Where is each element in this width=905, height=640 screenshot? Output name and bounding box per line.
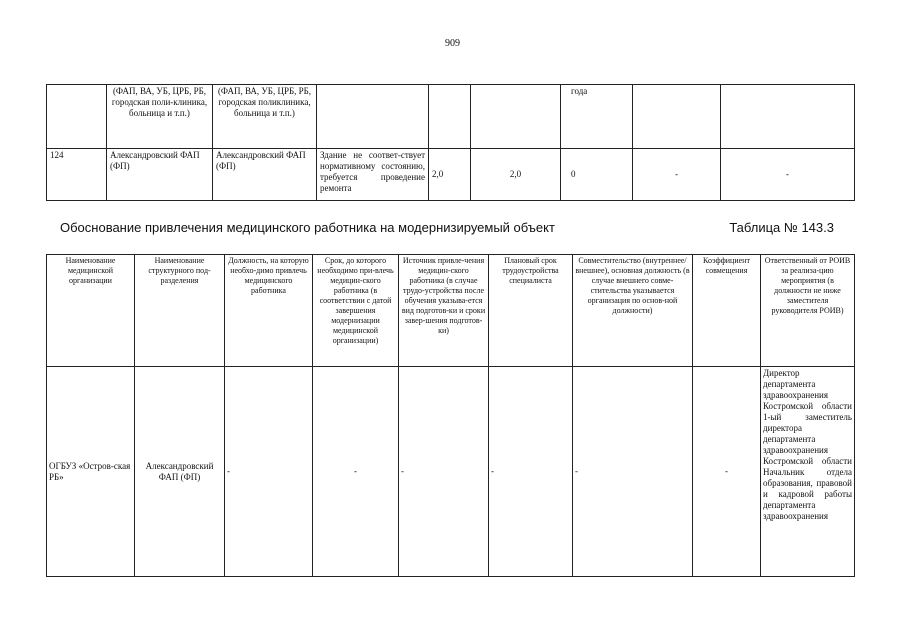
- table-row: [47, 85, 855, 149]
- header-row: [47, 255, 855, 367]
- table-cell: [721, 85, 855, 149]
- table-cell: года: [561, 85, 633, 149]
- column-header: Должность, на которую необхо-димо привлечь медицинского работника: [225, 255, 313, 367]
- table-cell: 2,0: [429, 149, 471, 201]
- section-title: Обоснование привлечения медицинского работника на модернизируемый объект: [60, 220, 555, 235]
- table-cell: [429, 85, 471, 149]
- column-header: Ответственный от РОИВ за реализа-цию мероприятия (в должности не ниже заместителя руководителя РОИВ): [761, 255, 855, 367]
- table-cell: -: [399, 367, 489, 577]
- table-row: [47, 367, 855, 577]
- column-header: Плановый срок трудоустройства специалиста: [489, 255, 573, 367]
- table-cell: -: [693, 367, 761, 577]
- table-cell: 2,0: [471, 149, 561, 201]
- table-number: Таблица № 143.3: [729, 220, 834, 235]
- table-cell: Здание не соответ-ствует нормативному состоянию, требуется проведение ремонта: [317, 149, 429, 201]
- table-cell: ОГБУЗ «Остров-ская РБ»: [47, 367, 135, 577]
- column-header: Наименование структурного под-разделения: [135, 255, 225, 367]
- table-cell: [471, 85, 561, 149]
- row-number: 124: [47, 149, 107, 201]
- column-header: Срок, до которого необходимо при-влечь медицин-ского работника (в соответствии с датой завершения модернизации медицинской организации): [313, 255, 399, 367]
- table-cell: (ФАП, ВА, УБ, ЦРБ, РБ, городская поли-клиника, больница и т.п.): [107, 85, 213, 149]
- table-cell: [317, 85, 429, 149]
- staffing-table: [46, 254, 855, 577]
- table-cell: Александровский ФАП (ФП): [107, 149, 213, 201]
- table-cell: [47, 85, 107, 149]
- continued-table: [46, 84, 855, 201]
- column-header: Источник привле-чения медицин-ского работника (в случае трудо-устройства после обучения указыва-ется вид подготов-ки и сроки завер-шения подготов-ки): [399, 255, 489, 367]
- table-cell: Александровский ФАП (ФП): [135, 367, 225, 577]
- table-cell: [633, 85, 721, 149]
- column-header: Наименование медицинской организации: [47, 255, 135, 367]
- table-cell: -: [225, 367, 313, 577]
- page-number: 909: [445, 38, 460, 49]
- table-row: [47, 149, 855, 201]
- table-cell: (ФАП, ВА, УБ, ЦРБ, РБ, городская поликлиника, больница и т.п.): [213, 85, 317, 149]
- column-header: Коэффициент совмещения: [693, 255, 761, 367]
- table-cell: Директор департамента здравоохранения Костромской области 1-ый заместитель директора департамента здравоохранения Костромской области Начальник отдела образования, правовой и кадровой работы департамента здравоохранения: [761, 367, 855, 577]
- table-cell: 0: [561, 149, 633, 201]
- table-cell: -: [489, 367, 573, 577]
- section-heading: [60, 220, 834, 236]
- table-cell: -: [573, 367, 693, 577]
- column-header: Совместительство (внутреннее/внешнее), основная должность (в случае внешнего совме-стительства указывается организация по основ-ной должности): [573, 255, 693, 367]
- table-cell: -: [633, 149, 721, 201]
- table-cell: Александровский ФАП (ФП): [213, 149, 317, 201]
- table-cell: -: [313, 367, 399, 577]
- table-cell: -: [721, 149, 855, 201]
